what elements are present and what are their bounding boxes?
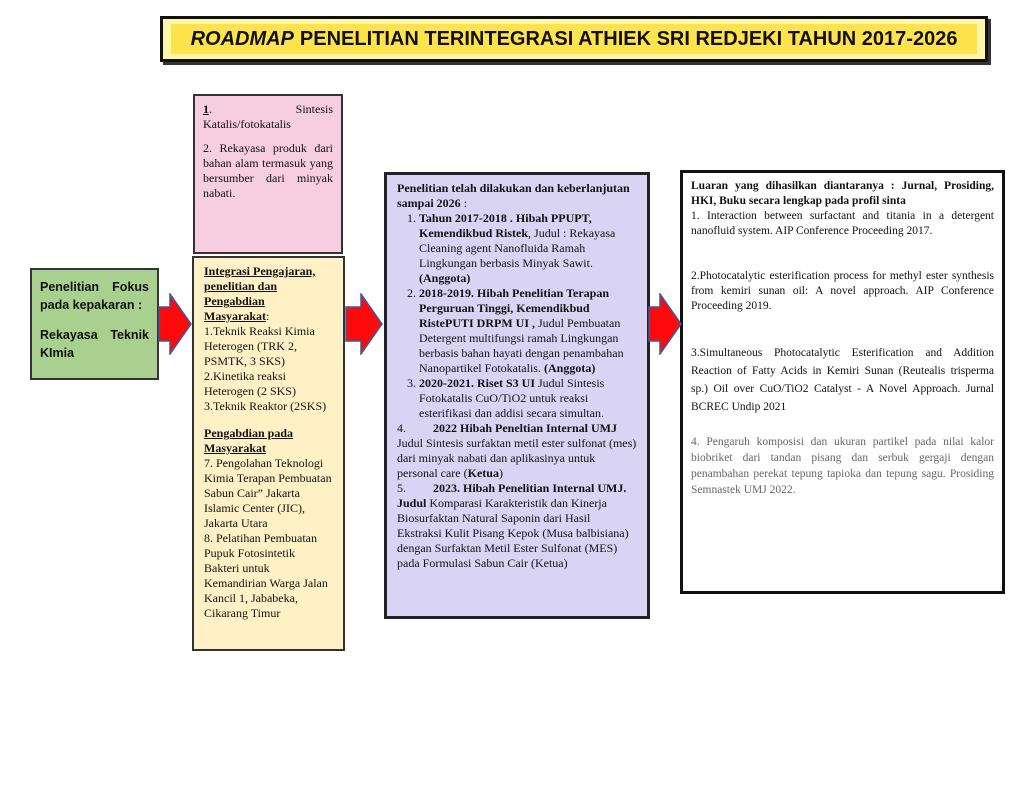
research-intro-text: Penelitian telah dilakukan dan keberlanjutan sampai 2026 xyxy=(397,181,630,210)
research-item-end: ) xyxy=(498,466,503,480)
arrow-right-icon xyxy=(158,293,192,355)
outputs-box xyxy=(680,170,1005,594)
research-item-text: Judul Sintesis Fotokatalis CuO/TiO2 untuk reaksi esterifikasi dan addisi secara simultan. xyxy=(419,376,605,420)
research-item xyxy=(419,211,637,286)
output-item: 1. Interaction between surfactant and titania in a detergent nanofluid system. AIP Conference Proceeding 2017. xyxy=(691,210,994,237)
title-text: PENELITIAN TERINTEGRASI ATHIEK SRI REDJEKI TAHUN 2017-2026 xyxy=(299,27,958,50)
research-item-text: Komparasi Karakteristik dan Kinerja Biosurfaktan Natural Saponin dari Hasil Ekstraksi Kulit Pisang Kepok (Musa balbisiana) dengan Surfaktan Metil Ester Sulfonat (MES) pada Formulasi Sabun Cair (Ketua) xyxy=(397,496,629,570)
expertise-item-2: 2. Rekayasa produk dari bahan alam termasuk yang bersumber dari minyak nabati. xyxy=(203,141,333,200)
output-item: 3.Simultaneous Photocatalytic Esterification and Addition Reaction of Fatty Acids in Kemiri Sunan (Reutealis trisperma sp.) Oil over CuO/TiO2 Catalyst - A Novel Approach. Jurnal BCREC Undip 2021 xyxy=(691,347,994,413)
research-item-4 xyxy=(397,421,637,481)
research-intro xyxy=(397,181,637,211)
community-item: 7. Pengolahan Teknologi Kimia Terapan Pembuatan Sabun Cair” Jakarta Islamic Center (JIC), Jakarta Utara xyxy=(204,456,332,530)
title-inner xyxy=(171,24,977,54)
integration-heading xyxy=(204,264,333,324)
integration-heading-suffix: : xyxy=(266,309,270,323)
expertise-item-1-num: 1 xyxy=(203,102,209,116)
focus-line1: Penelitian Fokus pada kepakaran : xyxy=(40,280,149,312)
focus-line2: Rekayasa Teknik KImia xyxy=(40,328,149,360)
research-item-num: 4. xyxy=(397,421,406,435)
expertise-item-1 xyxy=(203,102,333,132)
focus-box xyxy=(30,268,159,380)
arrow-right-icon xyxy=(648,293,682,355)
arrow-shape xyxy=(346,294,382,354)
research-item-title: 2018-2019. Hibah Penelitian Terapan Perguruan Tinggi, Kemendikbud RistePUTI DRPM UI , xyxy=(419,286,610,330)
integration-heading-text: Integrasi Pengajaran, penelitian dan Pengabdian Masyarakat xyxy=(204,264,316,323)
community-item: 8. Pelatihan Pembuatan Pupuk Fotosintetik Bakteri untuk Kemandirian Warga Jalan Kancil 1, Jababeka, Cikarang Timur xyxy=(204,531,328,620)
research-intro-suffix: : xyxy=(460,196,468,210)
research-item-5 xyxy=(397,481,637,571)
research-item-num: 5. xyxy=(397,481,406,495)
arrow-shape xyxy=(159,294,191,354)
arrow-right-icon xyxy=(345,293,383,355)
title-banner xyxy=(160,16,988,62)
title-italic: ROADMAP xyxy=(190,27,294,50)
research-item-title: 2022 Hibah Peneltian Internal UMJ xyxy=(433,421,618,435)
teaching-item: 2.Kinetika reaksi Heterogen (2 SKS) xyxy=(204,369,296,398)
output-item: 4. Pengaruh komposisi dan ukuran partikel pada nilai kalor biobriket dari tandan pisang dan serbuk gergaji dengan penambahan perekat tepung tapioka dan tepung sagu. Prosiding Semnastek UMJ 2022. xyxy=(691,436,994,496)
research-item xyxy=(419,286,637,376)
expertise-item-1-text: . Sintesis Katalis/fotokatalis xyxy=(203,102,333,131)
arrow-shape xyxy=(649,294,681,354)
community-heading: Pengabdian pada Masyarakat xyxy=(204,426,294,455)
research-item-title: 2023. Hibah Penelitian Internal UMJ. Judul xyxy=(397,481,627,510)
research-box xyxy=(384,172,650,619)
research-list xyxy=(397,211,637,421)
research-item-role: (Anggota) xyxy=(419,271,471,285)
research-item-title: Tahun 2017-2018 . Hibah PPUPT, Kemendikbud Ristek xyxy=(419,211,592,240)
research-item-title: 2020-2021. Riset S3 UI xyxy=(419,376,535,390)
research-item-text: , Judul : Rekayasa Cleaning agent Nanofluida Ramah Lingkungan berbasis Minyak Sawit. xyxy=(419,226,616,270)
output-item: 2.Photocatalytic esterification process for methyl ester synthesis from kemiri sunan oil: A novel approach. AIP Conference Proceeding 2019. xyxy=(691,270,994,312)
research-item xyxy=(419,376,637,421)
teaching-item: 3.Teknik Reaktor (2SKS) xyxy=(204,399,327,413)
teaching-item: 1.Teknik Reaksi Kimia Heterogen (TRK 2, PSMTK, 3 SKS) xyxy=(204,324,315,368)
expertise-box xyxy=(193,94,343,254)
integration-box xyxy=(192,256,345,651)
research-item-role: (Anggota) xyxy=(543,361,596,375)
outputs-heading: Luaran yang dihasilkan diantaranya : Jurnal, Prosiding, HKI, Buku secara lengkap pada profil sinta xyxy=(691,180,994,207)
research-item-text: Judul Sintesis surfaktan metil ester sulfonat (mes) dari minyak nabati dan aplikasinya untuk personal care ( xyxy=(397,436,637,480)
research-item-role: Ketua xyxy=(467,466,499,480)
research-item-text: Judul Pembuatan Detergent multifungsi ramah Lingkungan berbasis bahan hayati dengan penambahan Nanopartikel Fotokatalis. xyxy=(419,316,624,375)
